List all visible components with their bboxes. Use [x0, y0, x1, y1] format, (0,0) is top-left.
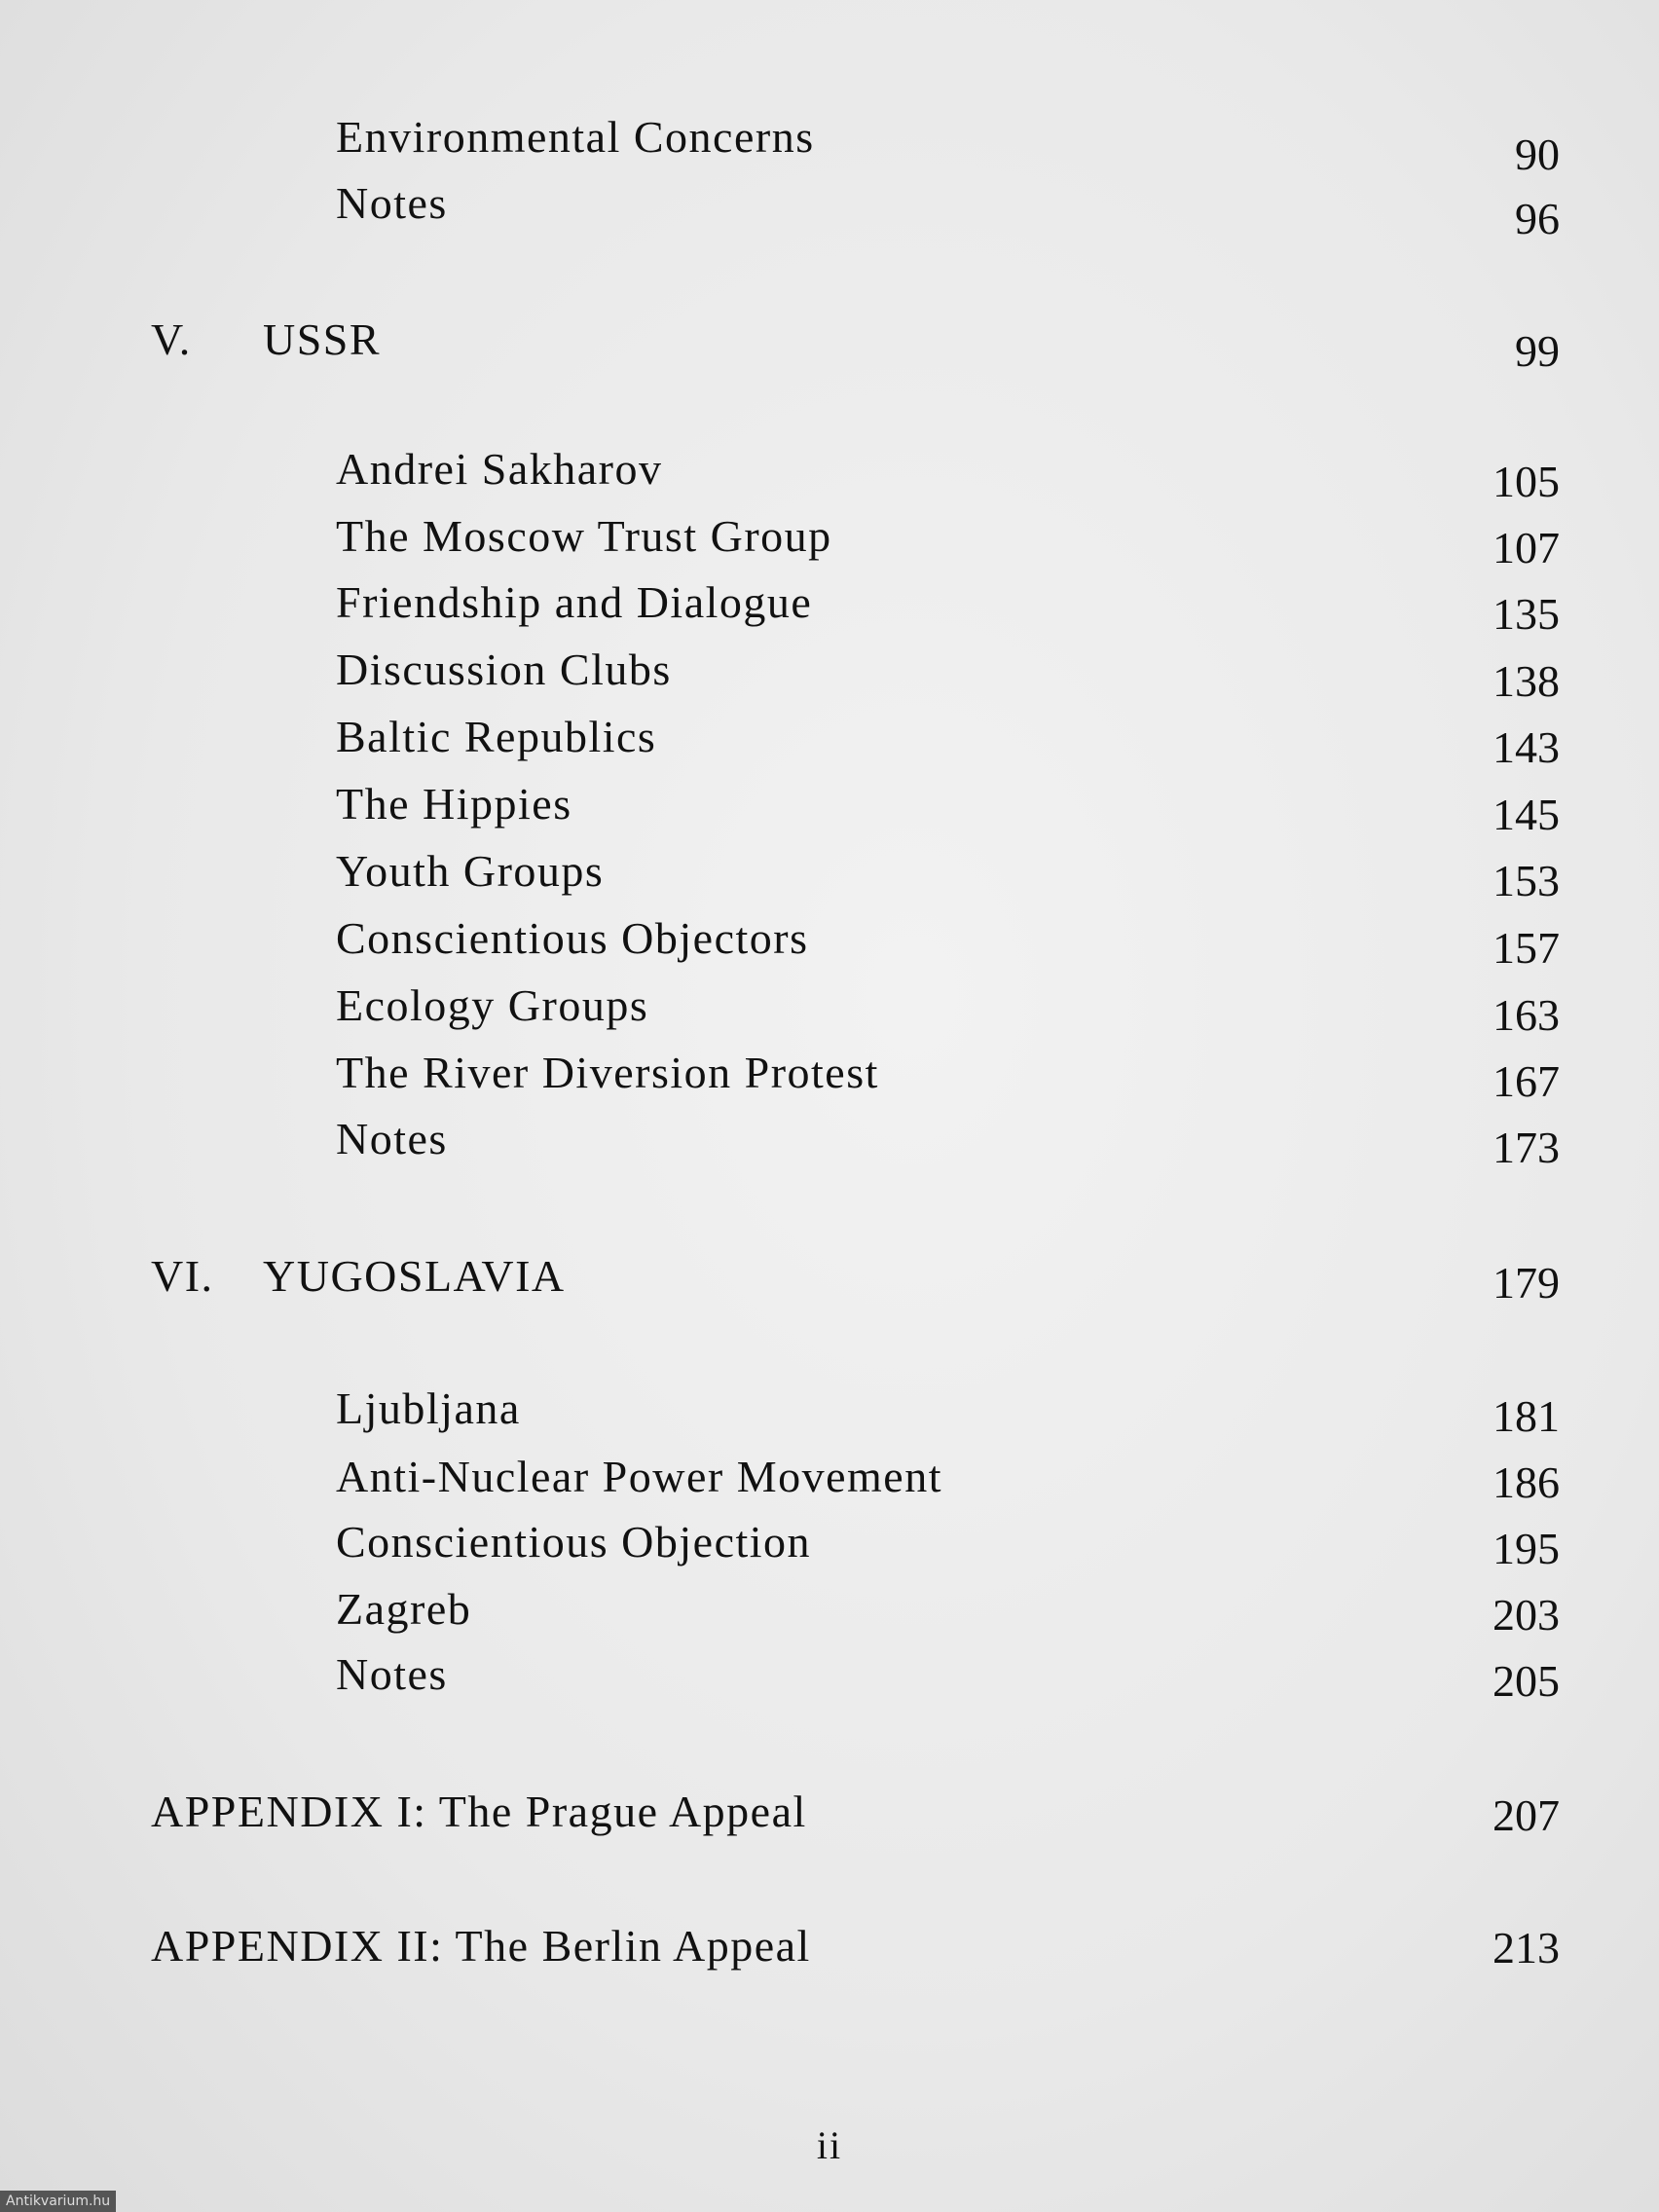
- section-title: YUGOSLAVIA: [263, 1251, 566, 1301]
- section-page: 99: [1515, 326, 1560, 376]
- page-folio: ii: [816, 2123, 843, 2167]
- appendix-title: APPENDIX II: The Berlin Appeal: [151, 1921, 811, 1971]
- toc-entry-page: 143: [1493, 722, 1560, 772]
- toc-entry-title: Discussion Clubs: [336, 645, 672, 694]
- toc-entry-page: 153: [1493, 856, 1560, 905]
- toc-entry-page: 167: [1493, 1056, 1560, 1106]
- toc-entry-page: 90: [1515, 129, 1560, 179]
- toc-entry-page: 138: [1493, 656, 1560, 706]
- toc-entry-page: 157: [1493, 923, 1560, 973]
- toc-entry-title: Notes: [336, 1649, 448, 1699]
- toc-entry-page: 195: [1493, 1524, 1560, 1573]
- watermark: Antikvarium.hu: [0, 2191, 116, 2212]
- toc-entry-title: The River Diversion Protest: [336, 1048, 879, 1097]
- toc-entry-title: Conscientious Objection: [336, 1517, 812, 1567]
- toc-entry-page: 181: [1493, 1391, 1560, 1441]
- section-title: USSR: [263, 314, 382, 364]
- appendix-page: 207: [1493, 1790, 1560, 1840]
- toc-entry-title: Anti-Nuclear Power Movement: [336, 1452, 943, 1501]
- section-number: VI.: [151, 1251, 214, 1301]
- toc-entry-title: Andrei Sakharov: [336, 444, 663, 494]
- toc-entry-title: Notes: [336, 178, 448, 228]
- section-page: 179: [1493, 1258, 1560, 1308]
- toc-entry-page: 205: [1493, 1656, 1560, 1706]
- toc-entry-page: 107: [1493, 523, 1560, 572]
- toc-entry-title: Zagreb: [336, 1584, 472, 1634]
- toc-entry-title: Conscientious Objectors: [336, 913, 809, 963]
- appendix-title: APPENDIX I: The Prague Appeal: [151, 1787, 807, 1836]
- toc-entry-title: The Moscow Trust Group: [336, 511, 832, 561]
- toc-entry-page: 135: [1493, 589, 1560, 639]
- toc-entry-title: The Hippies: [336, 779, 572, 829]
- toc-entry-page: 173: [1493, 1123, 1560, 1172]
- toc-entry-title: Ljubljana: [336, 1383, 521, 1433]
- toc-entry-title: Baltic Republics: [336, 712, 657, 761]
- section-number: V.: [151, 314, 192, 364]
- toc-entry-title: Friendship and Dialogue: [336, 577, 813, 627]
- toc-entry-title: Environmental Concerns: [336, 112, 815, 162]
- toc-entry-page: 105: [1493, 457, 1560, 506]
- toc-entry-title: Ecology Groups: [336, 980, 649, 1030]
- toc-entry-page: 96: [1515, 194, 1560, 243]
- toc-entry-page: 203: [1493, 1590, 1560, 1640]
- toc-entry-page: 163: [1493, 990, 1560, 1040]
- toc-entry-page: 186: [1493, 1457, 1560, 1507]
- toc-entry-title: Notes: [336, 1114, 448, 1163]
- appendix-page: 213: [1493, 1923, 1560, 1972]
- toc-entry-title: Youth Groups: [336, 846, 605, 896]
- toc-entry-page: 145: [1493, 790, 1560, 839]
